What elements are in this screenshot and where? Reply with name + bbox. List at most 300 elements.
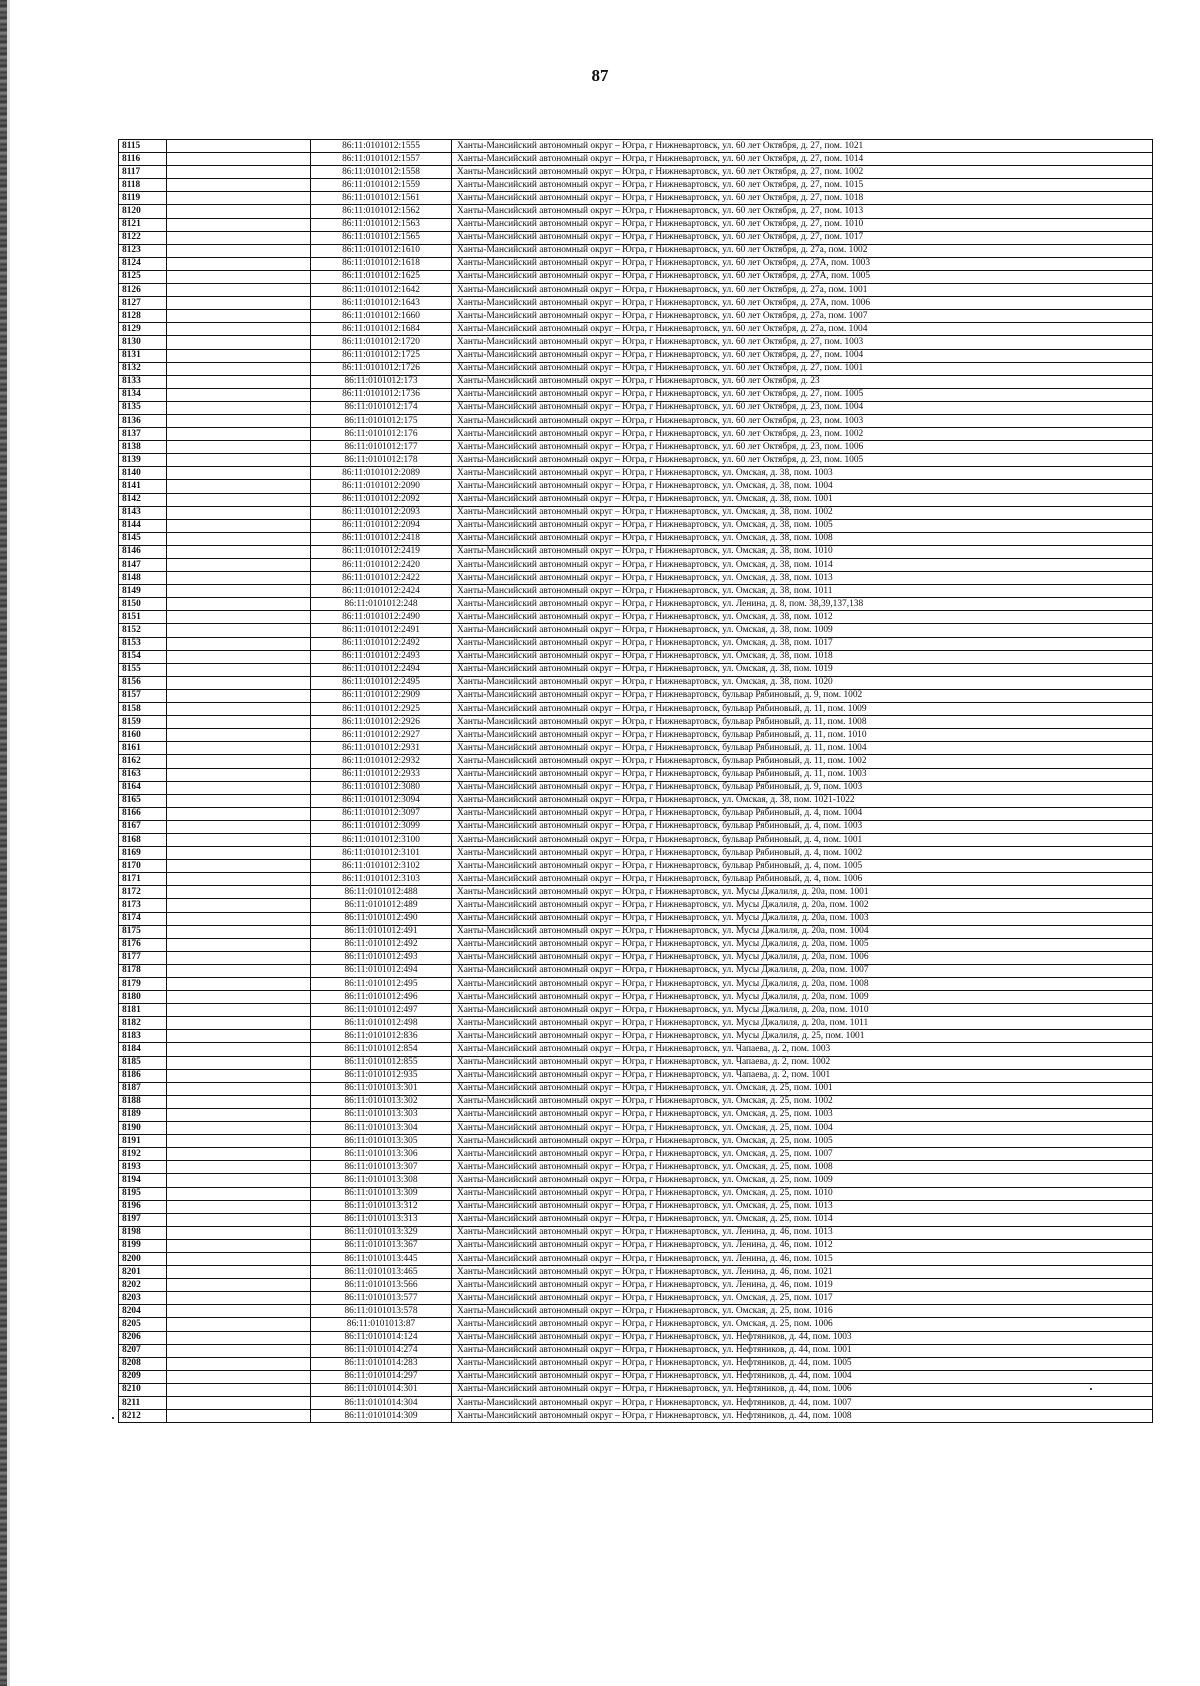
address-cell: Ханты-Мансийский автономный округ – Югра, г Нижневартовск, бульвар Рябиновый, д. 9, пом. 1003 (452, 781, 1153, 794)
empty-cell (167, 559, 311, 572)
table-row (119, 807, 1153, 820)
row-number-cell: 8193 (119, 1161, 167, 1174)
address-cell: Ханты-Мансийский автономный округ – Югра, г Нижневартовск, ул. Чапаева, д. 2, пом. 1001 (452, 1069, 1153, 1082)
cadastral-number-cell: 86:11:0101012:2491 (311, 624, 452, 637)
empty-cell (167, 519, 311, 532)
address-cell: Ханты-Мансийский автономный округ – Югра, г Нижневартовск, ул. Омская, д. 38, пом. 1009 (452, 624, 1153, 637)
row-number-cell: 8156 (119, 676, 167, 689)
address-cell: Ханты-Мансийский автономный округ – Югра, г Нижневартовск, ул. Мусы Джалиля, д. 20а, пом. 1008 (452, 978, 1153, 991)
row-number-cell: 8127 (119, 297, 167, 310)
address-cell: Ханты-Мансийский автономный округ – Югра, г Нижневартовск, ул. Омская, д. 25, пом. 1006 (452, 1318, 1153, 1331)
address-cell: Ханты-Мансийский автономный округ – Югра, г Нижневартовск, бульвар Рябиновый, д. 11, пом. 1008 (452, 716, 1153, 729)
empty-cell (167, 349, 311, 362)
empty-cell (167, 297, 311, 310)
row-number-cell: 8203 (119, 1292, 167, 1305)
cadastral-number-cell: 86:11:0101012:2931 (311, 742, 452, 755)
row-number-cell: 8185 (119, 1056, 167, 1069)
cadastral-number-cell: 86:11:0101014:124 (311, 1331, 452, 1344)
table-row (119, 401, 1153, 414)
cadastral-number-cell: 86:11:0101012:248 (311, 598, 452, 611)
cadastral-number-cell: 86:11:0101012:1557 (311, 153, 452, 166)
row-number-cell: 8210 (119, 1383, 167, 1396)
table-row (119, 676, 1153, 689)
cadastral-number-cell: 86:11:0101014:297 (311, 1370, 452, 1383)
row-number-cell: 8116 (119, 153, 167, 166)
empty-cell (167, 1030, 311, 1043)
row-number-cell: 8126 (119, 284, 167, 297)
table-row (119, 1174, 1153, 1187)
address-cell: Ханты-Мансийский автономный округ – Югра, г Нижневартовск, ул. Мусы Джалиля, д. 25, пом. 1001 (452, 1030, 1153, 1043)
table-row (119, 349, 1153, 362)
table-row (119, 1108, 1153, 1121)
table-row (119, 1383, 1153, 1396)
row-number-cell: 8115 (119, 140, 167, 153)
cadastral-number-cell: 86:11:0101012:3100 (311, 833, 452, 846)
table-row (119, 833, 1153, 846)
row-number-cell: 8140 (119, 467, 167, 480)
empty-cell (167, 873, 311, 886)
table-row (119, 1200, 1153, 1213)
address-cell: Ханты-Мансийский автономный округ – Югра, г Нижневартовск, ул. Омская, д. 25, пом. 1009 (452, 1174, 1153, 1187)
empty-cell (167, 428, 311, 441)
row-number-cell: 8208 (119, 1357, 167, 1370)
empty-cell (167, 1174, 311, 1187)
row-number-cell: 8175 (119, 925, 167, 938)
row-number-cell: 8165 (119, 794, 167, 807)
empty-cell (167, 663, 311, 676)
address-cell: Ханты-Мансийский автономный округ – Югра, г Нижневартовск, ул. Омская, д. 38, пом. 1004 (452, 480, 1153, 493)
row-number-cell: 8199 (119, 1239, 167, 1252)
empty-cell (167, 689, 311, 702)
empty-cell (167, 1004, 311, 1017)
empty-cell (167, 964, 311, 977)
scan-speck (1090, 1388, 1092, 1390)
table-row (119, 166, 1153, 179)
cadastral-number-cell: 86:11:0101012:2927 (311, 729, 452, 742)
address-cell: Ханты-Мансийский автономный округ – Югра, г Нижневартовск, ул. Омская, д. 38, пом. 1010 (452, 545, 1153, 558)
table-row (119, 1305, 1153, 1318)
address-cell: Ханты-Мансийский автономный округ – Югра, г Нижневартовск, ул. Омская, д. 25, пом. 1002 (452, 1095, 1153, 1108)
row-number-cell: 8211 (119, 1397, 167, 1410)
empty-cell (167, 585, 311, 598)
address-cell: Ханты-Мансийский автономный округ – Югра, г Нижневартовск, ул. Нефтяников, д. 44, пом. 1005 (452, 1357, 1153, 1370)
empty-cell (167, 912, 311, 925)
address-cell: Ханты-Мансийский автономный округ – Югра, г Нижневартовск, ул. Омская, д. 25, пом. 1005 (452, 1135, 1153, 1148)
empty-cell (167, 192, 311, 205)
table-row (119, 467, 1153, 480)
row-number-cell: 8155 (119, 663, 167, 676)
cadastral-number-cell: 86:11:0101013:465 (311, 1266, 452, 1279)
address-cell: Ханты-Мансийский автономный округ – Югра, г Нижневартовск, ул. Ленина, д. 46, пом. 1019 (452, 1279, 1153, 1292)
address-cell: Ханты-Мансийский автономный округ – Югра, г Нижневартовск, ул. Омская, д. 38, пом. 1012 (452, 611, 1153, 624)
address-cell: Ханты-Мансийский автономный округ – Югра, г Нижневартовск, ул. Омская, д. 38, пом. 1020 (452, 676, 1153, 689)
table-row (119, 519, 1153, 532)
table-row (119, 873, 1153, 886)
address-cell: Ханты-Мансийский автономный округ – Югра, г Нижневартовск, ул. 60 лет Октября, д. 23, пом. 1004 (452, 401, 1153, 414)
address-cell: Ханты-Мансийский автономный округ – Югра, г Нижневартовск, ул. Омская, д. 38, пом. 1017 (452, 637, 1153, 650)
cadastral-number-cell: 86:11:0101013:303 (311, 1108, 452, 1121)
address-cell: Ханты-Мансийский автономный округ – Югра, г Нижневартовск, ул. Омская, д. 25, пом. 1001 (452, 1082, 1153, 1095)
empty-cell (167, 1043, 311, 1056)
row-number-cell: 8157 (119, 689, 167, 702)
row-number-cell: 8137 (119, 428, 167, 441)
address-cell: Ханты-Мансийский автономный округ – Югра, г Нижневартовск, ул. Мусы Джалиля, д. 20а, пом. 1011 (452, 1017, 1153, 1030)
empty-cell (167, 388, 311, 401)
address-cell: Ханты-Мансийский автономный округ – Югра, г Нижневартовск, ул. Омская, д. 38, пом. 1002 (452, 506, 1153, 519)
address-cell: Ханты-Мансийский автономный округ – Югра, г Нижневартовск, бульвар Рябиновый, д. 4, пом. 1005 (452, 860, 1153, 873)
table-row (119, 362, 1153, 375)
empty-cell (167, 1305, 311, 1318)
empty-cell (167, 703, 311, 716)
row-number-cell: 8212 (119, 1410, 167, 1423)
table-row (119, 559, 1153, 572)
row-number-cell: 8148 (119, 572, 167, 585)
empty-cell (167, 742, 311, 755)
row-number-cell: 8194 (119, 1174, 167, 1187)
row-number-cell: 8152 (119, 624, 167, 637)
row-number-cell: 8170 (119, 860, 167, 873)
cadastral-number-cell: 86:11:0101012:2925 (311, 703, 452, 716)
empty-cell (167, 1383, 311, 1396)
empty-cell (167, 978, 311, 991)
cadastral-number-cell: 86:11:0101012:1625 (311, 270, 452, 283)
address-cell: Ханты-Мансийский автономный округ – Югра, г Нижневартовск, бульвар Рябиновый, д. 4, пом. 1003 (452, 820, 1153, 833)
address-cell: Ханты-Мансийский автономный округ – Югра, г Нижневартовск, ул. 60 лет Октября, д. 27А, пом. 1003 (452, 257, 1153, 270)
cadastral-number-cell: 86:11:0101012:1736 (311, 388, 452, 401)
cadastral-number-cell: 86:11:0101012:173 (311, 375, 452, 388)
cadastral-number-cell: 86:11:0101012:1726 (311, 362, 452, 375)
empty-cell (167, 1344, 311, 1357)
address-cell: Ханты-Мансийский автономный округ – Югра, г Нижневартовск, ул. Омская, д. 38, пом. 1001 (452, 493, 1153, 506)
empty-cell (167, 1122, 311, 1135)
cadastral-number-cell: 86:11:0101012:2490 (311, 611, 452, 624)
empty-cell (167, 860, 311, 873)
empty-cell (167, 1357, 311, 1370)
table-row (119, 218, 1153, 231)
address-cell: Ханты-Мансийский автономный округ – Югра, г Нижневартовск, ул. Нефтяников, д. 44, пом. 1001 (452, 1344, 1153, 1357)
row-number-cell: 8173 (119, 899, 167, 912)
empty-cell (167, 1200, 311, 1213)
empty-cell (167, 676, 311, 689)
empty-cell (167, 532, 311, 545)
row-number-cell: 8197 (119, 1213, 167, 1226)
table-row (119, 1004, 1153, 1017)
cadastral-number-cell: 86:11:0101014:274 (311, 1344, 452, 1357)
table-row (119, 768, 1153, 781)
row-number-cell: 8195 (119, 1187, 167, 1200)
table-row (119, 860, 1153, 873)
empty-cell (167, 1108, 311, 1121)
row-number-cell: 8159 (119, 716, 167, 729)
address-cell: Ханты-Мансийский автономный округ – Югра, г Нижневартовск, бульвар Рябиновый, д. 4, пом. 1004 (452, 807, 1153, 820)
address-cell: Ханты-Мансийский автономный округ – Югра, г Нижневартовск, ул. 60 лет Октября, д. 27, пом. 1014 (452, 153, 1153, 166)
empty-cell (167, 506, 311, 519)
address-cell: Ханты-Мансийский автономный округ – Югра, г Нижневартовск, ул. Ленина, д. 46, пом. 1021 (452, 1266, 1153, 1279)
table-row (119, 1069, 1153, 1082)
row-number-cell: 8172 (119, 886, 167, 899)
row-number-cell: 8201 (119, 1266, 167, 1279)
row-number-cell: 8184 (119, 1043, 167, 1056)
row-number-cell: 8145 (119, 532, 167, 545)
scan-speck (112, 1417, 114, 1419)
cadastral-number-cell: 86:11:0101012:488 (311, 886, 452, 899)
row-number-cell: 8125 (119, 270, 167, 283)
empty-cell (167, 179, 311, 192)
empty-cell (167, 807, 311, 820)
row-number-cell: 8187 (119, 1082, 167, 1095)
cadastral-number-cell: 86:11:0101012:2492 (311, 637, 452, 650)
cadastral-number-cell: 86:11:0101012:494 (311, 964, 452, 977)
cadastral-number-cell: 86:11:0101012:1561 (311, 192, 452, 205)
address-cell: Ханты-Мансийский автономный округ – Югра, г Нижневартовск, ул. Омская, д. 25, пом. 1014 (452, 1213, 1153, 1226)
cadastral-number-cell: 86:11:0101012:2092 (311, 493, 452, 506)
cadastral-number-cell: 86:11:0101012:3103 (311, 873, 452, 886)
address-cell: Ханты-Мансийский автономный округ – Югра, г Нижневартовск, ул. Мусы Джалиля, д. 20а, пом. 1004 (452, 925, 1153, 938)
cadastral-number-cell: 86:11:0101014:283 (311, 1357, 452, 1370)
address-cell: Ханты-Мансийский автономный округ – Югра, г Нижневартовск, ул. 60 лет Октября, д. 27, пом. 1002 (452, 166, 1153, 179)
empty-cell (167, 847, 311, 860)
empty-cell (167, 1252, 311, 1265)
cadastral-number-cell: 86:11:0101012:1562 (311, 205, 452, 218)
address-cell: Ханты-Мансийский автономный округ – Югра, г Нижневартовск, ул. Омская, д. 25, пом. 1013 (452, 1200, 1153, 1213)
row-number-cell: 8139 (119, 454, 167, 467)
table-row (119, 572, 1153, 585)
table-row (119, 1239, 1153, 1252)
row-number-cell: 8133 (119, 375, 167, 388)
empty-cell (167, 1370, 311, 1383)
row-number-cell: 8151 (119, 611, 167, 624)
address-cell: Ханты-Мансийский автономный округ – Югра, г Нижневартовск, ул. Омская, д. 25, пом. 1010 (452, 1187, 1153, 1200)
address-cell: Ханты-Мансийский автономный округ – Югра, г Нижневартовск, ул. Ленина, д. 46, пом. 1012 (452, 1239, 1153, 1252)
address-cell: Ханты-Мансийский автономный округ – Югра, г Нижневартовск, бульвар Рябиновый, д. 9, пом. 1002 (452, 689, 1153, 702)
table-row (119, 244, 1153, 257)
cadastral-number-cell: 86:11:0101012:1555 (311, 140, 452, 153)
address-cell: Ханты-Мансийский автономный округ – Югра, г Нижневартовск, ул. 60 лет Октября, д. 27, пом. 1003 (452, 336, 1153, 349)
row-number-cell: 8163 (119, 768, 167, 781)
table-row (119, 964, 1153, 977)
empty-cell (167, 572, 311, 585)
table-row (119, 637, 1153, 650)
row-number-cell: 8161 (119, 742, 167, 755)
address-cell: Ханты-Мансийский автономный округ – Югра, г Нижневартовск, ул. Омская, д. 38, пом. 1014 (452, 559, 1153, 572)
cadastral-number-cell: 86:11:0101012:1725 (311, 349, 452, 362)
table-row (119, 899, 1153, 912)
address-cell: Ханты-Мансийский автономный округ – Югра, г Нижневартовск, бульвар Рябиновый, д. 4, пом. 1001 (452, 833, 1153, 846)
cadastral-number-cell: 86:11:0101012:2418 (311, 532, 452, 545)
address-cell: Ханты-Мансийский автономный округ – Югра, г Нижневартовск, ул. 60 лет Октября, д. 23, пом. 1002 (452, 428, 1153, 441)
cadastral-number-cell: 86:11:0101012:489 (311, 899, 452, 912)
cadastral-number-cell: 86:11:0101013:577 (311, 1292, 452, 1305)
address-cell: Ханты-Мансийский автономный округ – Югра, г Нижневартовск, ул. Мусы Джалиля, д. 20а, пом. 1006 (452, 951, 1153, 964)
address-cell: Ханты-Мансийский автономный округ – Югра, г Нижневартовск, ул. 60 лет Октября, д. 27А, пом. 1006 (452, 297, 1153, 310)
empty-cell (167, 401, 311, 414)
cadastral-number-cell: 86:11:0101012:1643 (311, 297, 452, 310)
address-cell: Ханты-Мансийский автономный округ – Югра, г Нижневартовск, бульвар Рябиновый, д. 11, пом. 1004 (452, 742, 1153, 755)
row-number-cell: 8144 (119, 519, 167, 532)
cadastral-number-cell: 86:11:0101012:495 (311, 978, 452, 991)
address-cell: Ханты-Мансийский автономный округ – Югра, г Нижневартовск, ул. 60 лет Октября, д. 23, пом. 1003 (452, 414, 1153, 427)
row-number-cell: 8186 (119, 1069, 167, 1082)
empty-cell (167, 833, 311, 846)
row-number-cell: 8183 (119, 1030, 167, 1043)
row-number-cell: 8135 (119, 401, 167, 414)
cadastral-number-cell: 86:11:0101012:3102 (311, 860, 452, 873)
address-cell: Ханты-Мансийский автономный округ – Югра, г Нижневартовск, ул. 60 лет Октября, д. 27А, пом. 1005 (452, 270, 1153, 283)
table-row (119, 231, 1153, 244)
address-cell: Ханты-Мансийский автономный округ – Югра, г Нижневартовск, ул. 60 лет Октября, д. 27а, пом. 1007 (452, 310, 1153, 323)
cadastral-number-cell: 86:11:0101013:309 (311, 1187, 452, 1200)
cadastral-number-cell: 86:11:0101012:490 (311, 912, 452, 925)
address-cell: Ханты-Мансийский автономный округ – Югра, г Нижневартовск, ул. Омская, д. 38, пом. 1011 (452, 585, 1153, 598)
row-number-cell: 8117 (119, 166, 167, 179)
empty-cell (167, 375, 311, 388)
address-cell: Ханты-Мансийский автономный округ – Югра, г Нижневартовск, бульвар Рябиновый, д. 11, пом. 1010 (452, 729, 1153, 742)
empty-cell (167, 310, 311, 323)
empty-cell (167, 1397, 311, 1410)
cadastral-number-cell: 86:11:0101012:1610 (311, 244, 452, 257)
cadastral-number-cell: 86:11:0101012:1565 (311, 231, 452, 244)
cadastral-number-cell: 86:11:0101013:313 (311, 1213, 452, 1226)
table-row (119, 716, 1153, 729)
empty-cell (167, 951, 311, 964)
cadastral-number-cell: 86:11:0101013:566 (311, 1279, 452, 1292)
cadastral-number-cell: 86:11:0101012:3101 (311, 847, 452, 860)
address-cell: Ханты-Мансийский автономный округ – Югра, г Нижневартовск, ул. Омская, д. 38, пом. 1005 (452, 519, 1153, 532)
table-row (119, 755, 1153, 768)
row-number-cell: 8119 (119, 192, 167, 205)
row-number-cell: 8141 (119, 480, 167, 493)
row-number-cell: 8164 (119, 781, 167, 794)
row-number-cell: 8124 (119, 257, 167, 270)
empty-cell (167, 545, 311, 558)
table-row (119, 257, 1153, 270)
address-cell: Ханты-Мансийский автономный округ – Югра, г Нижневартовск, ул. Мусы Джалиля, д. 20а, пом. 1003 (452, 912, 1153, 925)
empty-cell (167, 991, 311, 1004)
empty-cell (167, 1279, 311, 1292)
cadastral-number-cell: 86:11:0101012:177 (311, 441, 452, 454)
empty-cell (167, 323, 311, 336)
cadastral-number-cell: 86:11:0101012:1558 (311, 166, 452, 179)
empty-cell (167, 454, 311, 467)
table-row (119, 689, 1153, 702)
table-row (119, 1030, 1153, 1043)
address-cell: Ханты-Мансийский автономный округ – Югра, г Нижневартовск, ул. 60 лет Октября, д. 27, пом. 1004 (452, 349, 1153, 362)
empty-cell (167, 205, 311, 218)
cadastral-number-cell: 86:11:0101012:493 (311, 951, 452, 964)
cadastral-number-cell: 86:11:0101012:496 (311, 991, 452, 1004)
table-row (119, 532, 1153, 545)
cadastral-number-cell: 86:11:0101012:2419 (311, 545, 452, 558)
row-number-cell: 8166 (119, 807, 167, 820)
row-number-cell: 8120 (119, 205, 167, 218)
empty-cell (167, 244, 311, 257)
address-cell: Ханты-Мансийский автономный округ – Югра, г Нижневартовск, ул. Ленина, д. 46, пом. 1013 (452, 1226, 1153, 1239)
empty-cell (167, 1187, 311, 1200)
row-number-cell: 8205 (119, 1318, 167, 1331)
address-cell: Ханты-Мансийский автономный округ – Югра, г Нижневартовск, ул. Омская, д. 25, пом. 1008 (452, 1161, 1153, 1174)
table-row (119, 1410, 1153, 1423)
address-cell: Ханты-Мансийский автономный округ – Югра, г Нижневартовск, ул. Омская, д. 25, пом. 1003 (452, 1108, 1153, 1121)
empty-cell (167, 781, 311, 794)
address-cell: Ханты-Мансийский автономный округ – Югра, г Нижневартовск, ул. 60 лет Октября, д. 23 (452, 375, 1153, 388)
address-cell: Ханты-Мансийский автономный округ – Югра, г Нижневартовск, ул. 60 лет Октября, д. 23, пом. 1005 (452, 454, 1153, 467)
cadastral-number-cell: 86:11:0101013:87 (311, 1318, 452, 1331)
scan-edge (0, 0, 7, 1686)
empty-cell (167, 166, 311, 179)
empty-cell (167, 140, 311, 153)
table-row (119, 1043, 1153, 1056)
cadastral-number-cell: 86:11:0101012:2093 (311, 506, 452, 519)
cadastral-number-cell: 86:11:0101012:1642 (311, 284, 452, 297)
table-row (119, 284, 1153, 297)
cadastral-number-cell: 86:11:0101012:935 (311, 1069, 452, 1082)
table-row (119, 192, 1153, 205)
table-row (119, 336, 1153, 349)
cadastral-number-cell: 86:11:0101012:491 (311, 925, 452, 938)
cadastral-number-cell: 86:11:0101013:304 (311, 1122, 452, 1135)
address-cell: Ханты-Мансийский автономный округ – Югра, г Нижневартовск, ул. Нефтяников, д. 44, пом. 1007 (452, 1397, 1153, 1410)
table-row (119, 1017, 1153, 1030)
empty-cell (167, 231, 311, 244)
table-row (119, 1279, 1153, 1292)
cadastral-number-cell: 86:11:0101012:3097 (311, 807, 452, 820)
cadastral-number-cell: 86:11:0101012:2933 (311, 768, 452, 781)
empty-cell (167, 1266, 311, 1279)
registry-table (118, 139, 1153, 1423)
address-cell: Ханты-Мансийский автономный округ – Югра, г Нижневартовск, ул. Омская, д. 25, пом. 1004 (452, 1122, 1153, 1135)
address-cell: Ханты-Мансийский автономный округ – Югра, г Нижневартовск, ул. Мусы Джалиля, д. 20а, пом. 1002 (452, 899, 1153, 912)
empty-cell (167, 362, 311, 375)
row-number-cell: 8118 (119, 179, 167, 192)
empty-cell (167, 1239, 311, 1252)
row-number-cell: 8179 (119, 978, 167, 991)
table-row (119, 1095, 1153, 1108)
address-cell: Ханты-Мансийский автономный округ – Югра, г Нижневартовск, ул. Омская, д. 38, пом. 1003 (452, 467, 1153, 480)
table-row (119, 506, 1153, 519)
registry-table-body (119, 140, 1153, 1423)
empty-cell (167, 729, 311, 742)
cadastral-number-cell: 86:11:0101012:1618 (311, 257, 452, 270)
row-number-cell: 8121 (119, 218, 167, 231)
table-row (119, 310, 1153, 323)
row-number-cell: 8138 (119, 441, 167, 454)
table-row (119, 441, 1153, 454)
address-cell: Ханты-Мансийский автономный округ – Югра, г Нижневартовск, ул. Мусы Джалиля, д. 20а, пом. 1009 (452, 991, 1153, 1004)
table-row (119, 140, 1153, 153)
empty-cell (167, 1410, 311, 1423)
table-row (119, 1266, 1153, 1279)
cadastral-number-cell: 86:11:0101012:498 (311, 1017, 452, 1030)
address-cell: Ханты-Мансийский автономный округ – Югра, г Нижневартовск, ул. 60 лет Октября, д. 27а, пом. 1001 (452, 284, 1153, 297)
cadastral-number-cell: 86:11:0101012:1720 (311, 336, 452, 349)
row-number-cell: 8207 (119, 1344, 167, 1357)
empty-cell (167, 886, 311, 899)
row-number-cell: 8190 (119, 1122, 167, 1135)
table-row (119, 1331, 1153, 1344)
table-row (119, 1056, 1153, 1069)
row-number-cell: 8123 (119, 244, 167, 257)
table-row (119, 1187, 1153, 1200)
empty-cell (167, 925, 311, 938)
cadastral-number-cell: 86:11:0101012:175 (311, 414, 452, 427)
address-cell: Ханты-Мансийский автономный округ – Югра, г Нижневартовск, ул. Нефтяников, д. 44, пом. 1003 (452, 1331, 1153, 1344)
table-row (119, 1161, 1153, 1174)
empty-cell (167, 493, 311, 506)
empty-cell (167, 336, 311, 349)
cadastral-number-cell: 86:11:0101012:2494 (311, 663, 452, 676)
row-number-cell: 8192 (119, 1148, 167, 1161)
row-number-cell: 8177 (119, 951, 167, 964)
